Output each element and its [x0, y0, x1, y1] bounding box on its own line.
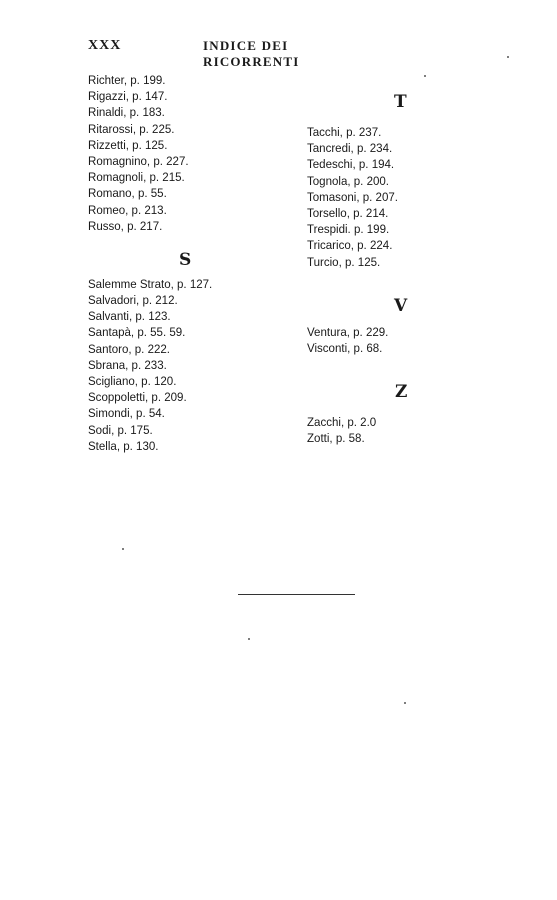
- index-entry: Scigliano, p. 120.: [88, 374, 177, 388]
- section-letter-v: V: [394, 295, 408, 316]
- index-entry: Salemme Strato, p. 127.: [88, 276, 213, 291]
- index-entry: Torsello, p. 214.: [307, 205, 389, 220]
- print-speck: [404, 702, 406, 704]
- entries-z: [307, 414, 405, 446]
- index-entry: Turcio, p. 125.: [307, 254, 381, 269]
- index-entry: Rinaldi, p. 183.: [88, 105, 165, 120]
- index-entry: Tancredi, p. 234.: [307, 141, 393, 156]
- index-entry: Romano, p. 55.: [88, 186, 167, 201]
- index-entry: Ventura, p. 229.: [307, 324, 389, 339]
- index-entry: Rigazzi, p. 147.: [88, 89, 168, 104]
- index-entry: Tognola, p. 200.: [307, 173, 390, 188]
- index-entry: Ritarossi, p. 225.: [88, 121, 175, 136]
- index-entry: Santoro, p. 222.: [88, 341, 171, 356]
- entries-r: [88, 72, 222, 234]
- page-header: [88, 38, 388, 69]
- index-entry: Sodi, p. 175.: [88, 422, 153, 437]
- closing-rule: [238, 594, 355, 595]
- index-entry: Richter, p. 199.: [88, 73, 166, 87]
- section-letter-s: S: [179, 249, 192, 270]
- right-column: [307, 90, 408, 446]
- index-entry: Tedeschi, p. 194.: [307, 157, 395, 172]
- index-entry: Zacchi, p. 2.0: [307, 415, 377, 430]
- index-entry: Tricarico, p. 224.: [307, 238, 393, 253]
- section-letter-z: Z: [395, 382, 408, 403]
- index-entry: Santapà, p. 55. 59.: [88, 325, 186, 340]
- section-letter-t: T: [394, 92, 407, 112]
- entries-v: [307, 324, 405, 356]
- index-entry: Salvadori, p. 212.: [88, 293, 178, 308]
- index-entry: Salvanti, p. 123.: [88, 309, 171, 324]
- entries-t: [307, 124, 405, 270]
- index-entry: Stella, p. 130.: [88, 438, 159, 453]
- entries-s: [88, 276, 222, 454]
- page-title: INDICE DEI RICORRENTI: [203, 38, 300, 69]
- index-entry: Zotti, p. 58.: [307, 431, 365, 446]
- print-speck: [248, 638, 250, 640]
- index-entry: Russo, p. 217.: [88, 218, 163, 233]
- page-number: XXX: [88, 38, 122, 53]
- index-entry: Sbrana, p. 233.: [88, 357, 167, 372]
- index-entry: Rizzetti, p. 125.: [88, 137, 168, 152]
- left-column: [88, 72, 222, 454]
- print-speck: [424, 75, 426, 77]
- print-speck: [122, 548, 124, 550]
- index-entry: Tacchi, p. 237.: [307, 125, 382, 139]
- index-entry: Visconti, p. 68.: [307, 340, 383, 355]
- index-entry: Romagnoli, p. 215.: [88, 170, 185, 185]
- index-entry: Romagnino, p. 227.: [88, 153, 189, 168]
- index-entry: Romeo, p. 213.: [88, 202, 167, 217]
- index-entry: Simondi, p. 54.: [88, 406, 165, 421]
- index-entry: Scoppoletti, p. 209.: [88, 390, 187, 405]
- index-entry: Trespidi. p. 199.: [307, 222, 390, 237]
- print-speck: [507, 56, 509, 58]
- index-entry: Tomasoni, p. 207.: [307, 189, 398, 204]
